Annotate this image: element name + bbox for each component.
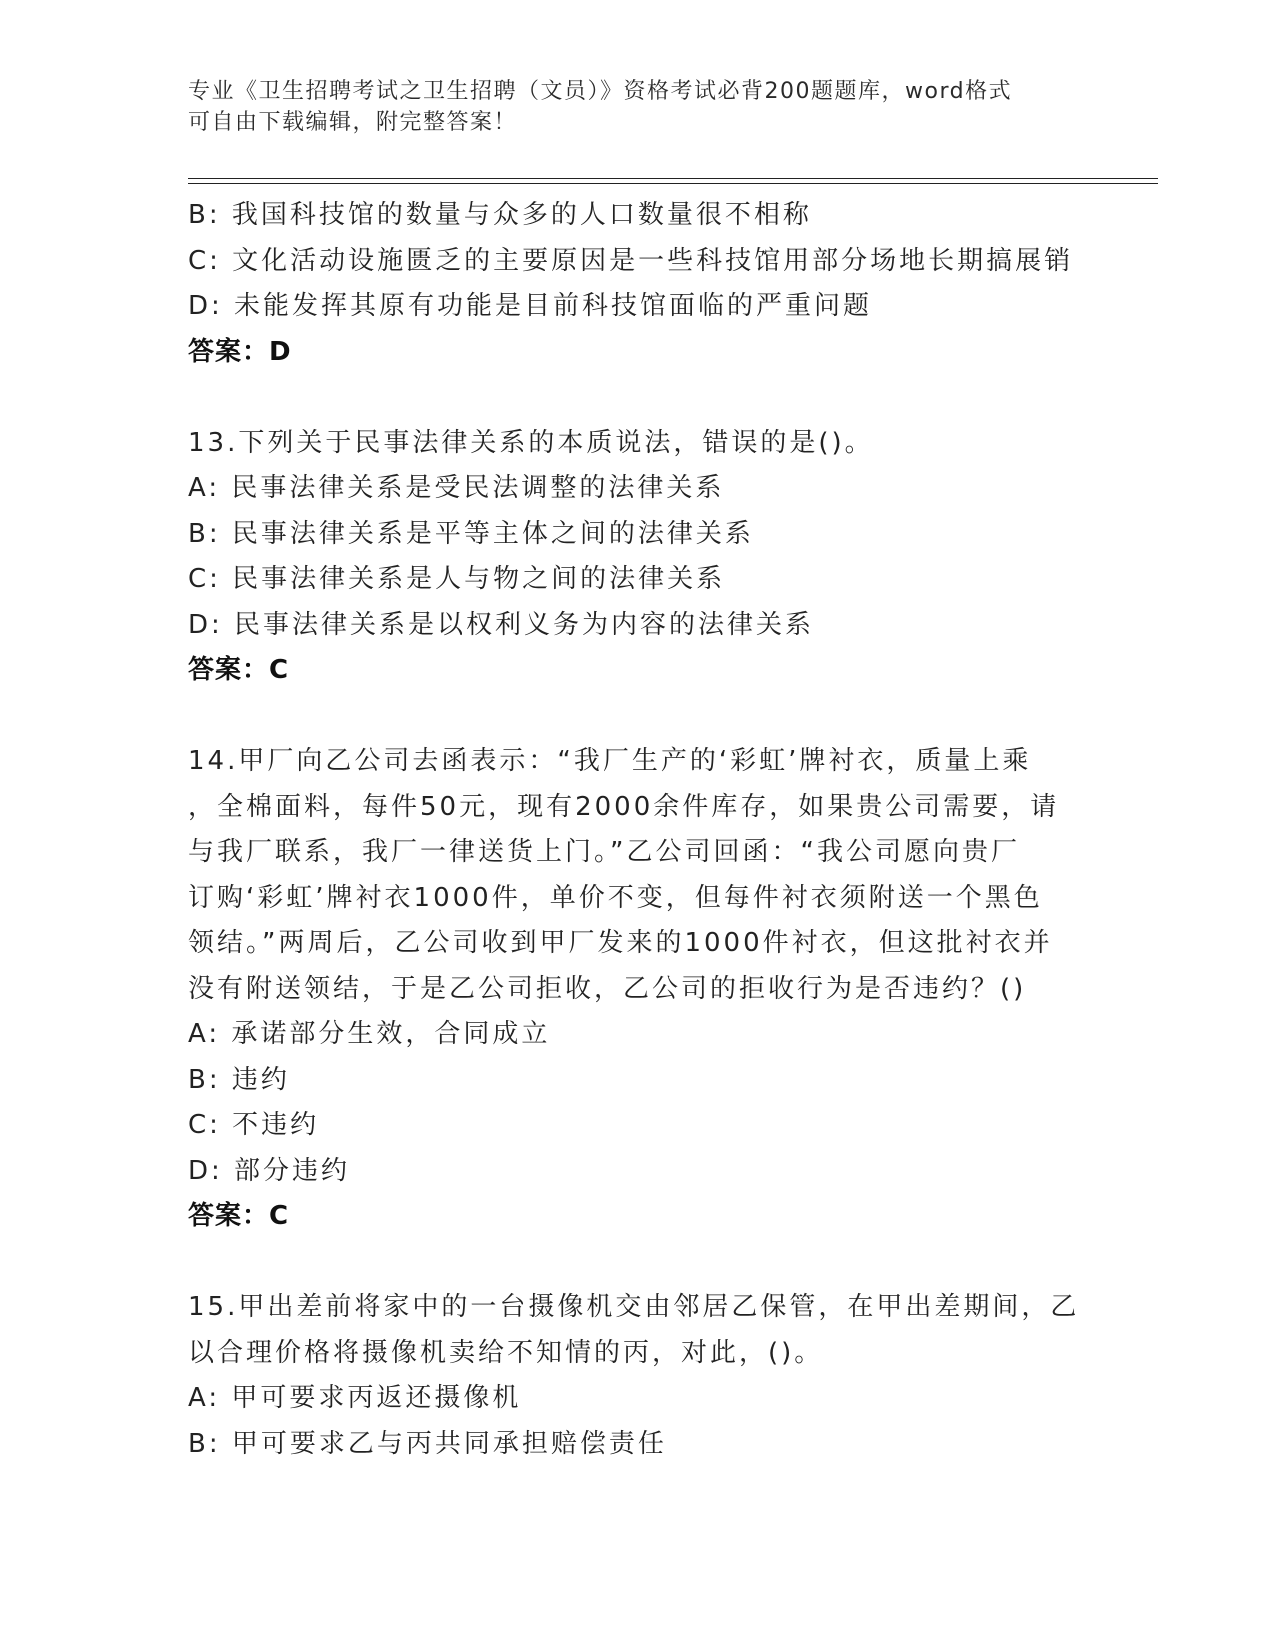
- question-13: [188, 421, 1088, 694]
- option-b: B: 我国科技馆的数量与众多的人口数量很不相称: [188, 200, 812, 230]
- option-c: C: 文化活动设施匮乏的主要原因是一些科技馆用部分场地长期搞展销: [188, 245, 1074, 276]
- option-b: B: 违约: [188, 1064, 290, 1095]
- option-c: C: 不违约: [188, 1110, 320, 1140]
- question-stem-line: 与我厂联系，我厂一律送货上门。”乙公司回函：“我公司愿向贵厂: [188, 837, 1020, 867]
- header-divider-bottom: [188, 183, 1158, 184]
- spacer: [188, 694, 1088, 740]
- question-stem-line: ，全棉面料，每件50元，现有2000余件库存，如果贵公司需要，请: [188, 791, 1060, 822]
- option-c: C: 民事法律关系是人与物之间的法律关系: [188, 564, 726, 594]
- question-stem-line: 15.甲出差前将家中的一台摄像机交由邻居乙保管，在甲出差期间，乙: [188, 1292, 1080, 1322]
- option-d: D: 民事法律关系是以权利义务为内容的法律关系: [188, 609, 815, 640]
- answer-line: 答案：C: [188, 1201, 290, 1231]
- option-a: A: 民事法律关系是受民法调整的法律关系: [188, 473, 725, 503]
- question-stem-line: 以合理价格将摄像机卖给不知情的丙，对此，()。: [188, 1337, 824, 1368]
- option-b: B: 甲可要求乙与丙共同承担赔偿责任: [188, 1428, 667, 1459]
- question-12-continuation: [188, 193, 1088, 375]
- document-body: [188, 193, 1088, 1467]
- header-title-line-1: 专业《卫生招聘考试之卫生招聘（文员）》资格考试必背200题题库，word格式: [188, 79, 1013, 104]
- question-stem-line: 没有附送领结，于是乙公司拒收，乙公司的拒收行为是否违约？(): [188, 973, 1027, 1004]
- option-d: D: 未能发挥其原有功能是目前科技馆面临的严重问题: [188, 291, 873, 321]
- spacer: [188, 375, 1088, 421]
- option-a: A: 甲可要求丙返还摄像机: [188, 1383, 522, 1413]
- option-a: A: 承诺部分生效，合同成立: [188, 1019, 551, 1049]
- option-d: D: 部分违约: [188, 1155, 351, 1186]
- question-stem-line: 订购‘彩虹’牌衬衣1000件，单价不变，但每件衬衣须附送一个黑色: [188, 882, 1043, 913]
- question-14: [188, 739, 1088, 1240]
- question-stem: 13.下列关于民事法律关系的本质说法，错误的是()。: [188, 427, 874, 458]
- header-divider-top: [188, 178, 1158, 179]
- document-header: [188, 76, 1088, 138]
- answer-line: 答案：C: [188, 655, 290, 685]
- option-b: B: 民事法律关系是平等主体之间的法律关系: [188, 518, 754, 549]
- question-stem-line: 领结。”两周后，乙公司收到甲厂发来的1000件衬衣，但这批衬衣并: [188, 928, 1053, 958]
- question-15: [188, 1285, 1088, 1467]
- spacer: [188, 1240, 1088, 1286]
- header-title-line-2: 可自由下载编辑，附完整答案！: [188, 110, 518, 135]
- question-stem-line: 14.甲厂向乙公司去函表示：“我厂生产的‘彩虹’牌衬衣，质量上乘: [188, 746, 1032, 776]
- answer-line: 答案：D: [188, 336, 292, 367]
